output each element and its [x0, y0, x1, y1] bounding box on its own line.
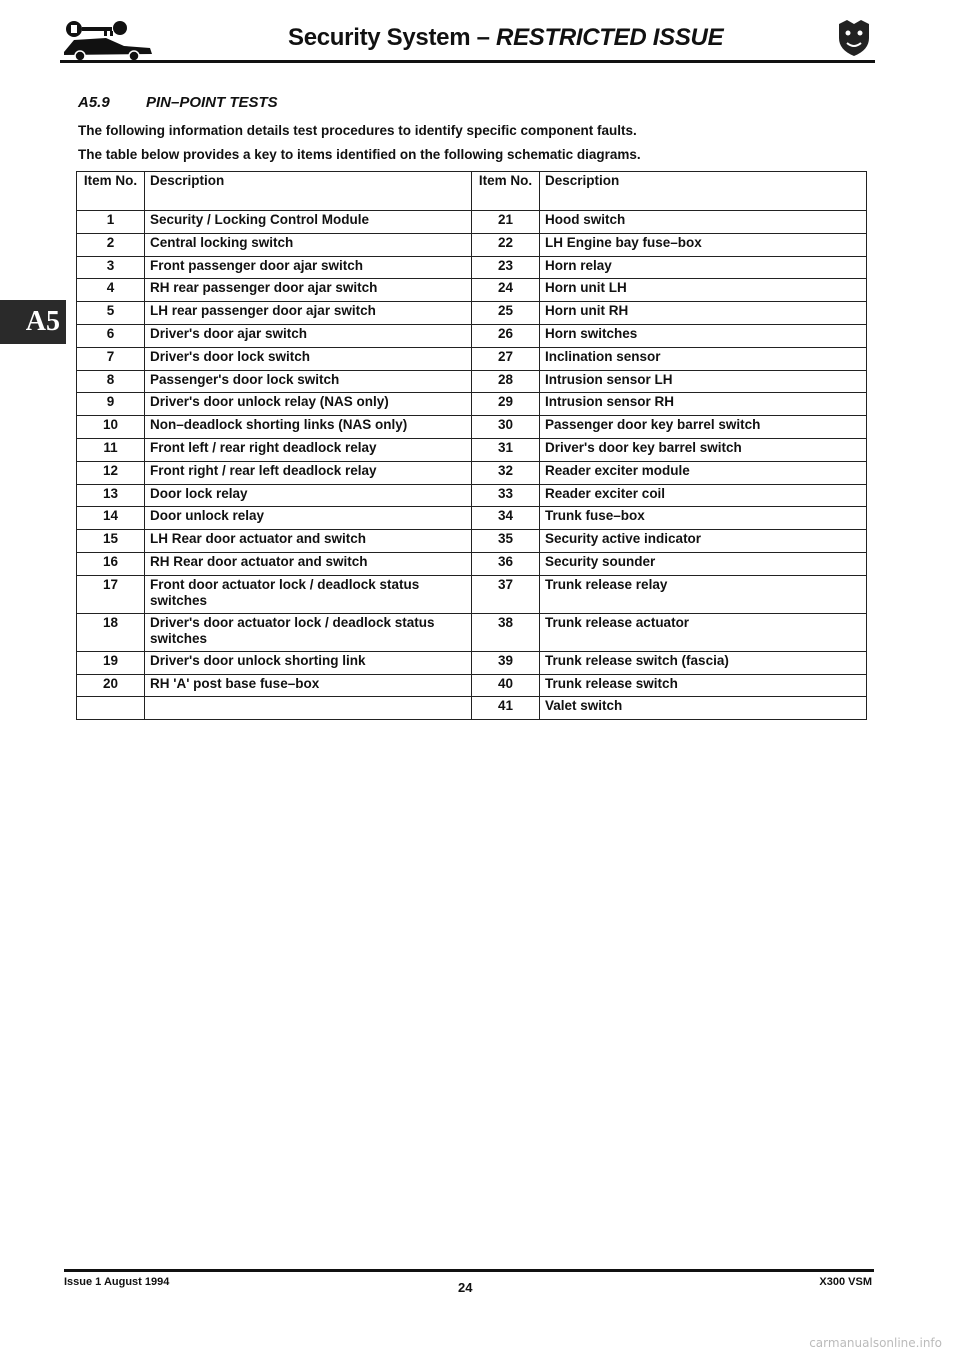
item-description: Passenger door key barrel switch: [540, 416, 867, 439]
item-description: RH Rear door actuator and switch: [145, 552, 472, 575]
item-number: 9: [77, 393, 145, 416]
item-number: 19: [77, 651, 145, 674]
item-description: LH Rear door actuator and switch: [145, 530, 472, 553]
table-row: [77, 651, 867, 674]
item-description: Trunk release switch: [540, 674, 867, 697]
item-number: 13: [77, 484, 145, 507]
item-description: Horn switches: [540, 324, 867, 347]
item-number: [77, 697, 145, 720]
table-row: [77, 256, 867, 279]
item-description: Driver's door key barrel switch: [540, 438, 867, 461]
table-row: [77, 302, 867, 325]
item-number: 29: [472, 393, 540, 416]
item-description: Reader exciter coil: [540, 484, 867, 507]
item-number: 11: [77, 438, 145, 461]
item-description: Front left / rear right deadlock relay: [145, 438, 472, 461]
item-number: 33: [472, 484, 540, 507]
item-number: 5: [77, 302, 145, 325]
item-description: LH Engine bay fuse–box: [540, 233, 867, 256]
item-number: 25: [472, 302, 540, 325]
item-no-header: Item No.: [77, 172, 145, 211]
item-number: 28: [472, 370, 540, 393]
item-description: Trunk release switch (fascia): [540, 651, 867, 674]
item-number: 27: [472, 347, 540, 370]
item-number: 3: [77, 256, 145, 279]
section-title: PIN–POINT TESTS: [146, 94, 278, 111]
table-row: [77, 211, 867, 234]
item-description: Security / Locking Control Module: [145, 211, 472, 234]
intro-paragraph: The table below provides a key to items identified on the following schematic diagrams.: [78, 147, 641, 162]
section-tab: [0, 300, 66, 344]
item-description: Driver's door ajar switch: [145, 324, 472, 347]
item-description: Security sounder: [540, 552, 867, 575]
description-header: Description: [540, 172, 867, 211]
item-number: 39: [472, 651, 540, 674]
item-description: Hood switch: [540, 211, 867, 234]
item-description: Driver's door lock switch: [145, 347, 472, 370]
intro-paragraph: The following information details test procedures to identify specific component faults.: [78, 123, 637, 138]
item-number: 22: [472, 233, 540, 256]
item-number: 20: [77, 674, 145, 697]
table-row: [77, 575, 867, 613]
item-number: 30: [472, 416, 540, 439]
item-description: Door lock relay: [145, 484, 472, 507]
item-description: [145, 697, 472, 720]
description-header: Description: [145, 172, 472, 211]
item-description: Driver's door unlock relay (NAS only): [145, 393, 472, 416]
document-code: X300 VSM: [819, 1276, 872, 1288]
section-number: A5.9: [78, 94, 110, 111]
table-row: [77, 674, 867, 697]
table-body: [77, 211, 867, 720]
title-restricted: RESTRICTED ISSUE: [496, 24, 724, 51]
item-key-table: [76, 171, 867, 720]
watermark: carmanualsonline.info: [809, 1336, 942, 1350]
item-description: Door unlock relay: [145, 507, 472, 530]
table-header-row: [77, 172, 867, 211]
section-tab-label: A5: [25, 306, 60, 337]
footer-rule: [64, 1269, 874, 1272]
item-description: RH rear passenger door ajar switch: [145, 279, 472, 302]
item-number: 38: [472, 613, 540, 651]
item-number: 35: [472, 530, 540, 553]
table-row: [77, 484, 867, 507]
item-description: Trunk release actuator: [540, 613, 867, 651]
table-row: [77, 552, 867, 575]
page-title: [288, 24, 723, 52]
table-row: [77, 613, 867, 651]
item-number: 16: [77, 552, 145, 575]
item-number: 41: [472, 697, 540, 720]
item-description: Intrusion sensor RH: [540, 393, 867, 416]
item-number: 37: [472, 575, 540, 613]
item-number: 31: [472, 438, 540, 461]
table-row: [77, 279, 867, 302]
jaguar-head-icon: [833, 16, 875, 58]
table-row: [77, 324, 867, 347]
item-number: 6: [77, 324, 145, 347]
item-description: Front door actuator lock / deadlock status switches: [145, 575, 472, 613]
item-description: Security active indicator: [540, 530, 867, 553]
title-plain: Security System –: [288, 24, 497, 51]
section-heading: [78, 94, 278, 111]
table-row: [77, 507, 867, 530]
item-number: 1: [77, 211, 145, 234]
item-number: 2: [77, 233, 145, 256]
item-description: Horn unit RH: [540, 302, 867, 325]
item-description: Central locking switch: [145, 233, 472, 256]
table-row: [77, 370, 867, 393]
item-description: Front passenger door ajar switch: [145, 256, 472, 279]
page-header: [60, 16, 875, 64]
item-number: 26: [472, 324, 540, 347]
item-description: Trunk release relay: [540, 575, 867, 613]
item-description: Front right / rear left deadlock relay: [145, 461, 472, 484]
item-number: 12: [77, 461, 145, 484]
car-and-key-icon: [60, 18, 160, 62]
item-number: 23: [472, 256, 540, 279]
item-description: Horn relay: [540, 256, 867, 279]
table-row: [77, 697, 867, 720]
item-number: 40: [472, 674, 540, 697]
item-description: LH rear passenger door ajar switch: [145, 302, 472, 325]
item-number: 17: [77, 575, 145, 613]
table-row: [77, 416, 867, 439]
table-row: [77, 530, 867, 553]
item-number: 7: [77, 347, 145, 370]
table-row: [77, 461, 867, 484]
item-description: Horn unit LH: [540, 279, 867, 302]
header-rule: [60, 60, 875, 63]
item-number: 36: [472, 552, 540, 575]
item-description: Driver's door unlock shorting link: [145, 651, 472, 674]
item-number: 15: [77, 530, 145, 553]
item-number: 18: [77, 613, 145, 651]
item-number: 4: [77, 279, 145, 302]
page-number: 24: [458, 1280, 473, 1295]
table-row: [77, 393, 867, 416]
item-description: Valet switch: [540, 697, 867, 720]
issue-date: Issue 1 August 1994: [64, 1276, 170, 1288]
item-description: Trunk fuse–box: [540, 507, 867, 530]
item-description: Passenger's door lock switch: [145, 370, 472, 393]
item-number: 21: [472, 211, 540, 234]
item-number: 10: [77, 416, 145, 439]
item-number: 34: [472, 507, 540, 530]
item-description: RH 'A' post base fuse–box: [145, 674, 472, 697]
table-row: [77, 347, 867, 370]
item-number: 14: [77, 507, 145, 530]
table-row: [77, 438, 867, 461]
item-description: Driver's door actuator lock / deadlock status switches: [145, 613, 472, 651]
item-number: 32: [472, 461, 540, 484]
item-description: Reader exciter module: [540, 461, 867, 484]
table-row: [77, 233, 867, 256]
item-number: 8: [77, 370, 145, 393]
item-no-header: Item No.: [472, 172, 540, 211]
item-number: 24: [472, 279, 540, 302]
item-description: Non–deadlock shorting links (NAS only): [145, 416, 472, 439]
item-description: Intrusion sensor LH: [540, 370, 867, 393]
item-description: Inclination sensor: [540, 347, 867, 370]
